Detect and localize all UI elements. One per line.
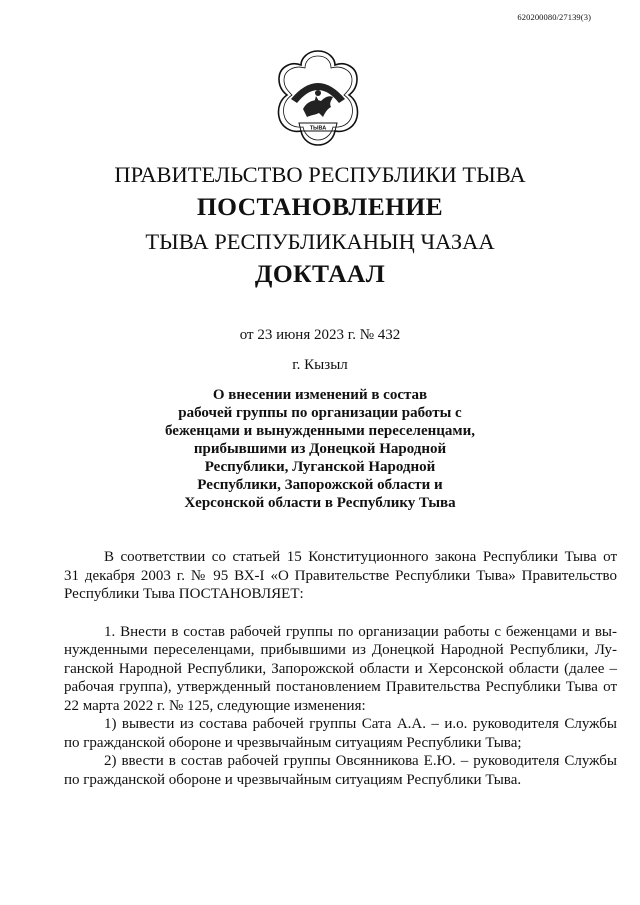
issue-city: г. Кызыл bbox=[292, 357, 348, 373]
body-line: 22 марта 2022 г. № 125, следующие изменения: bbox=[64, 697, 366, 714]
body-line: 2) ввести в состав рабочей группы Овсянникова Е.Ю. – руководителя Службы bbox=[104, 753, 617, 769]
subject-line: рабочей группы по организации работы с bbox=[178, 405, 462, 421]
body-line: 1. Внести в состав рабочей группы по организации работы с беженцами и вы- bbox=[104, 623, 617, 640]
government-title-tyvan: ТЫВА РЕСПУБЛИКАНЫҢ ЧАЗАА bbox=[145, 229, 495, 254]
government-title: ПРАВИТЕЛЬСТВО РЕСПУБЛИКИ ТЫВА bbox=[114, 162, 526, 187]
body-line: рабочая группа), утвержденный постановлением Правительства Республики Тыва от bbox=[64, 679, 617, 695]
subject-line: Херсонской области в Республику Тыва bbox=[184, 495, 456, 511]
coat-of-arms-emblem bbox=[269, 47, 367, 147]
emblem-banner-text: ТЫВА bbox=[309, 125, 327, 132]
body-line: нужденными переселенцами, прибывшими из Донецкой Народной Республики, Лу- bbox=[64, 642, 617, 658]
subject-line: Республики, Луганской Народной bbox=[204, 459, 436, 475]
body-line: 1) вывести из состава рабочей группы Сата А.А. – и.о. руководителя Службы bbox=[104, 716, 617, 732]
subject-line: прибывшими из Донецкой Народной bbox=[193, 441, 447, 457]
body-line: 31 декабря 2003 г. № 95 ВХ-I «О Правительстве Республики Тыва» Правительство bbox=[64, 567, 617, 584]
body-line: ганской Народной Республики, Запорожской области и Херсонской области (далее – bbox=[64, 660, 617, 677]
body-line: по гражданской обороне и чрезвычайным ситуациям Республики Тыва; bbox=[64, 734, 522, 751]
body-line: В соответствии со статьей 15 Конституционного закона Республики Тыва от bbox=[104, 549, 617, 565]
decree-heading: ПОСТАНОВЛЕНИЕ bbox=[196, 192, 444, 221]
date-and-number: от 23 июня 2023 г. № 432 bbox=[239, 327, 401, 343]
decree-heading-tyvan: ДОКТААЛ bbox=[254, 259, 386, 288]
document-number: 620200080/27139(3) bbox=[517, 12, 591, 22]
decree-subject bbox=[140, 386, 500, 512]
decree-body bbox=[64, 548, 617, 789]
subject-line: беженцами и вынужденными переселенцами, bbox=[164, 423, 476, 439]
body-line: Республики Тыва ПОСТАНОВЛЯЕТ: bbox=[64, 586, 304, 602]
body-line: по гражданской обороне и чрезвычайным ситуациям Республики Тыва. bbox=[64, 771, 522, 788]
subject-line: Республики, Запорожской области и bbox=[197, 477, 443, 493]
subject-line: О внесении изменений в состав bbox=[212, 387, 428, 403]
